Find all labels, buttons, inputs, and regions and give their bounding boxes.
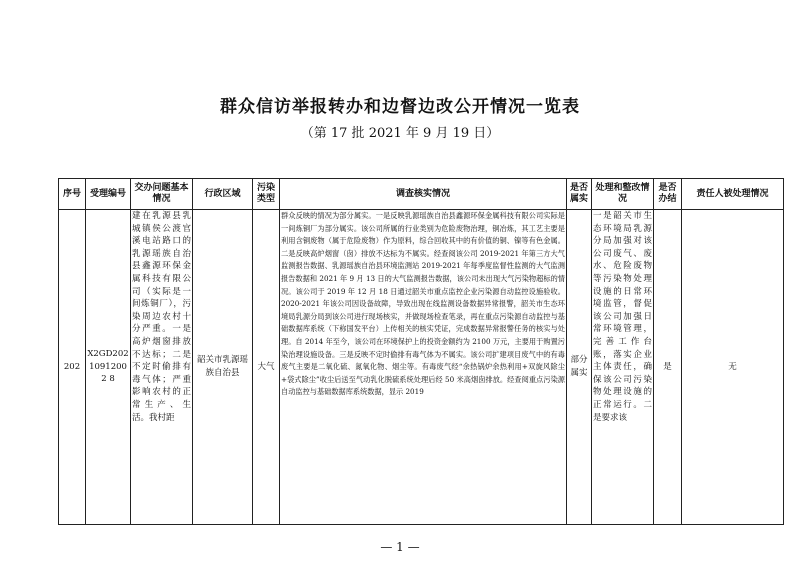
disclosure-table — [58, 178, 784, 525]
header-seq: 序号 — [59, 179, 86, 210]
cell-verified: 部分属实 — [567, 210, 592, 525]
cell-accountability: 无 — [682, 210, 784, 525]
page-title: 群众信访举报转办和边督边改公开情况一览表 — [220, 97, 580, 117]
header-investigation: 调查核实情况 — [280, 179, 567, 210]
header-handling: 处理和整改情况 — [592, 179, 654, 210]
header-region: 行政区域 — [193, 179, 253, 210]
header-verified: 是否属实 — [567, 179, 592, 210]
cell-issue — [131, 210, 193, 525]
table-header-row — [59, 179, 784, 210]
issue-text: 建在乳源县乳城镇侯公渡官溪电站路口的乳源瑶族自治县鑫源环保金属科技有限公司（实际是一间炼铜厂），污染周边农村十分严重。一是高炉烟窗排放不达标；二是不定时偷排有毒气体；严重影响农村的正常生产、生活。我村距 — [132, 211, 191, 423]
page-number: — 1 — — [380, 540, 420, 554]
cell-pollution: 大气 — [253, 210, 280, 525]
page-subtitle: （第 17 批 2021 年 9 月 19 日） — [300, 126, 500, 141]
cell-investigation — [280, 210, 567, 525]
cell-region: 韶关市乳源瑶族自治县 — [193, 210, 253, 525]
cell-closed: 是 — [654, 210, 682, 525]
header-closed: 是否办结 — [654, 179, 682, 210]
cell-seq: 202 — [59, 210, 86, 525]
cell-handling — [592, 210, 654, 525]
table-row — [59, 210, 784, 525]
header-code: 受理编号 — [86, 179, 131, 210]
handling-text: 一是韶关市生态环境局乳源分局加强对该公司废气、废水、危险废物等污染物处理设施的日常环境监管，督促该公司加强日常环境管理，完善工作台账，落实企业主体责任，确保该公司污染物处理设施的正常运行。二是要求该 — [593, 211, 652, 423]
header-accountability: 责任人被处理情况 — [682, 179, 784, 210]
investigation-text: 群众反映的情况为部分属实。一是反映乳源瑶族自治县鑫源环保金属科技有限公司实际是一间炼铜厂为部分属实。该公司所属的行业类别为危险废物治理，铜冶炼，其工艺主要是利用含铜废物（属于危险废物）作为原料，综合回收其中的有价值的铜、镍等有色金属。二是反映高炉烟窗（囱）排放不达标为不属实。经查阅该公司 2019-2021 年第三方大气监测报告数据、乳源瑶族自治县环境监测站 2019-2021 年每季度监督性监测的大气监测报告数据和 2021 年 9 月 13 日的大气监测报告数据，该公司未出现大气污染物超标的情况。该公司于 2019 年 12 月 18 日通过韶关市重点监控企业污染源自动监控设施验收。2020-2021 年该公司因设备故障，导致出现在线监测设备数据异常报警，韶关市生态环境局乳源分局到该公司进行现场核实，并做现场检查笔录，再在重点污染源自动监控与基础数据库系统（下称国发平台）上传相关的核实凭证，完成数据异常报警任务的核实与处理。自 2014 年至今，该公司在环境保护上的投资金额约为 2100 万元，主要用于购置污染治理设施设备。三是反映不定时偷排有毒气体为不属实。该公司扩建项目废气中的有毒废气主要是二氧化硫、氮氧化物、烟尘等。有毒废气经“余热锅炉余热利用+双旋风除尘+袋式除尘”收尘后送至气动乳化脱硫系统处理后经 50 米高烟囱排放。经查阅重点污染源自动监控与基础数据库系统数据，显示 2019 — [281, 211, 565, 397]
header-pollution: 污染类型 — [253, 179, 280, 210]
header-issue: 交办问题基本情况 — [131, 179, 193, 210]
cell-code: X2GD20210912002 8 — [86, 210, 131, 525]
